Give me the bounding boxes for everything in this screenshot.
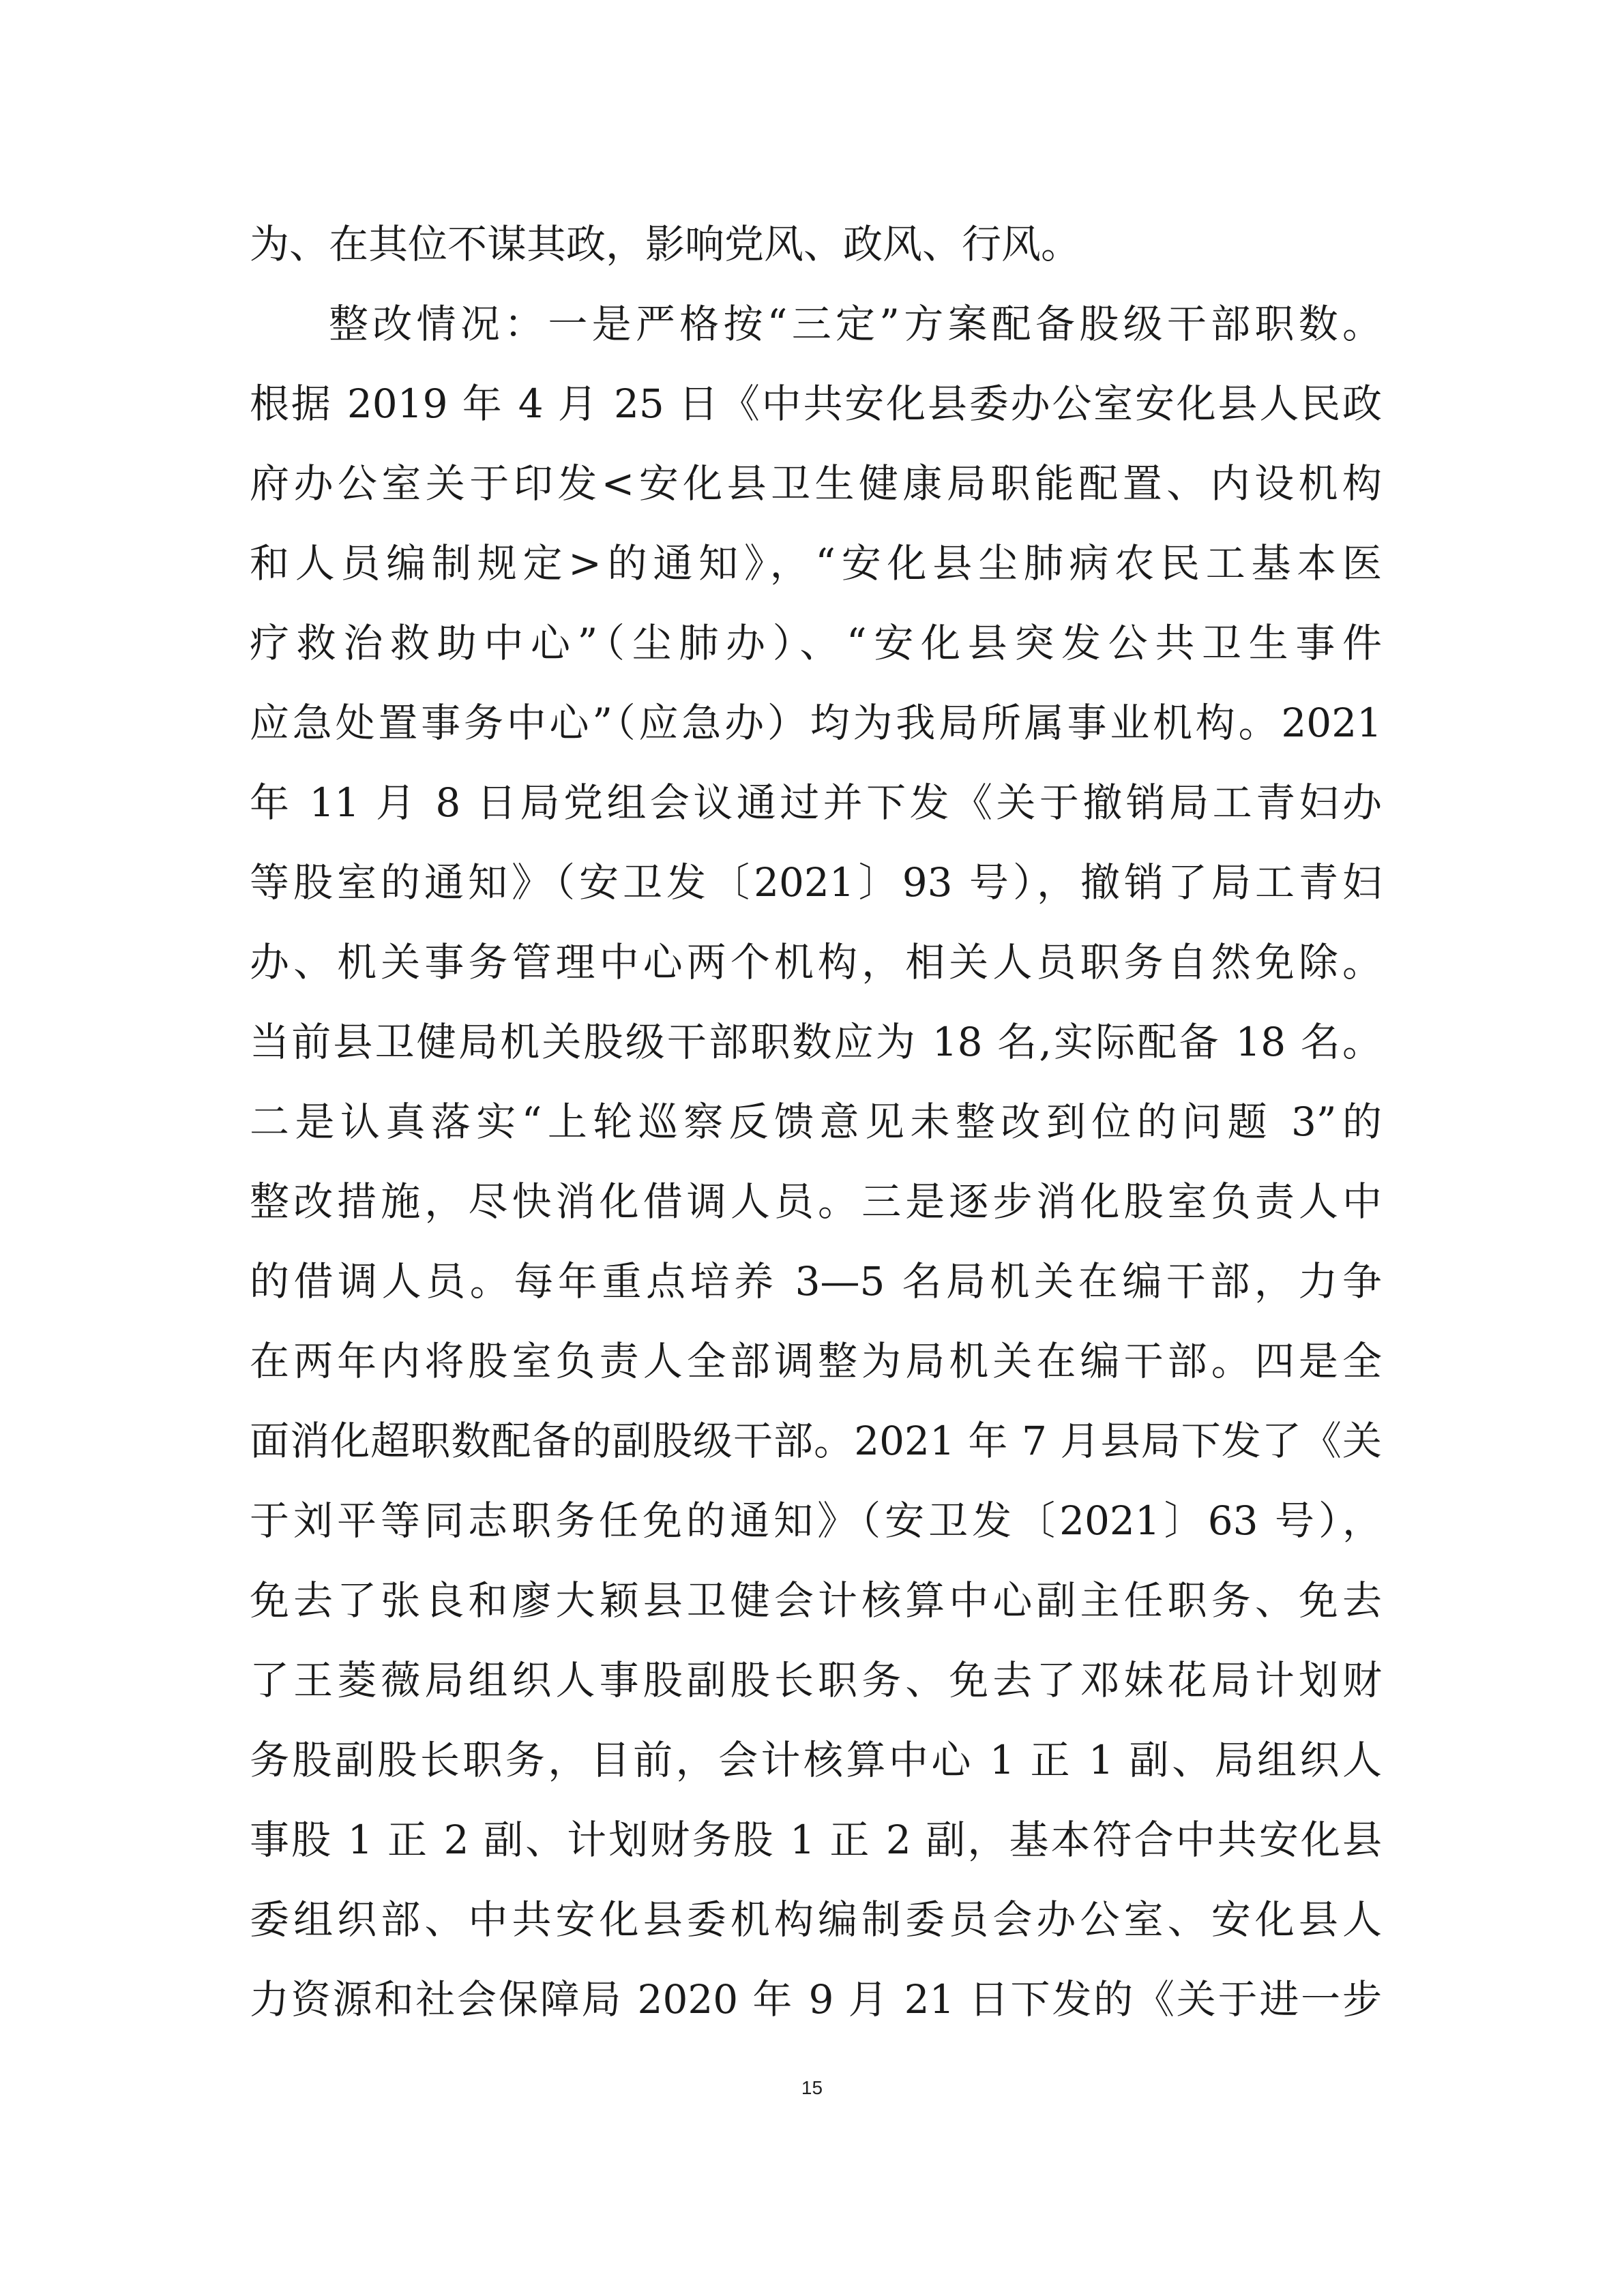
text-line: 为、在其位不谋其政，影响党风、政风、行风。 (250, 221, 1081, 267)
text-line: 力资源和社会保障局 2020 年 9 月 21 日下发的《关于进一步 (250, 1976, 1382, 2023)
text-line: 免去了张良和廖大颖县卫健会计核算中心副主任职务、免去 (250, 1577, 1382, 1624)
text-line: 整改措施，尽快消化借调人员。三是逐步消化股室负责人中 (250, 1178, 1382, 1225)
text-line: 和人员编制规定>的通知》，“安化县尘肺病农民工基本医 (250, 540, 1382, 586)
text-line: 委组织部、中共安化县委机构编制委员会办公室、安化县人 (250, 1896, 1382, 1943)
text-line: 当前县卫健局机关股级干部职数应为 18 名,实际配备 18 名。 (250, 1019, 1382, 1065)
text-line: 在两年内将股室负责人全部调整为局机关在编干部。四是全 (250, 1338, 1382, 1384)
text-line: 年 11 月 8 日局党组会议通过并下发《关于撤销局工青妇办 (250, 779, 1382, 826)
text-line: 的借调人员。每年重点培养 3—5 名局机关在编干部，力争 (250, 1258, 1382, 1304)
text-line: 务股副股长职务，目前，会计核算中心 1 正 1 副、局组织人 (250, 1737, 1382, 1783)
text-line: 二是认真落实“上轮巡察反馈意见未整改到位的问题 3”的 (250, 1099, 1382, 1145)
text-line: 了王菱薇局组织人事股副股长职务、免去了邓妹花局计划财 (250, 1657, 1382, 1703)
page-number: 15 (801, 2077, 823, 2098)
text-line: 事股 1 正 2 副、计划财务股 1 正 2 副，基本符合中共安化县 (250, 1817, 1382, 1863)
text-line: 整改情况：一是严格按“三定”方案配备股级干部职数。 (329, 301, 1382, 347)
text-line: 等股室的通知》（安卫发〔2021〕93 号），撤销了局工青妇 (250, 859, 1382, 906)
text-line: 府办公室关于印发<安化县卫生健康局职能配置、内设机构 (250, 460, 1382, 507)
body-text (250, 205, 1382, 2040)
text-line: 面消化超职数配备的副股级干部。2021 年 7 月县局下发了《关 (250, 1418, 1382, 1464)
text-line: 疗救治救助中心”（尘肺办）、“安化县突发公共卫生事件 (250, 620, 1382, 666)
text-line: 应急处置事务中心”（应急办）均为我局所属事业机构。2021 (250, 700, 1382, 746)
text-line: 办、机关事务管理中心两个机构，相关人员职务自然免除。 (250, 939, 1382, 985)
text-line: 根据 2019 年 4 月 25 日《中共安化县委办公室安化县人民政 (250, 381, 1382, 427)
text-line: 于刘平等同志职务任免的通知》（安卫发〔2021〕63 号）， (250, 1497, 1382, 1544)
